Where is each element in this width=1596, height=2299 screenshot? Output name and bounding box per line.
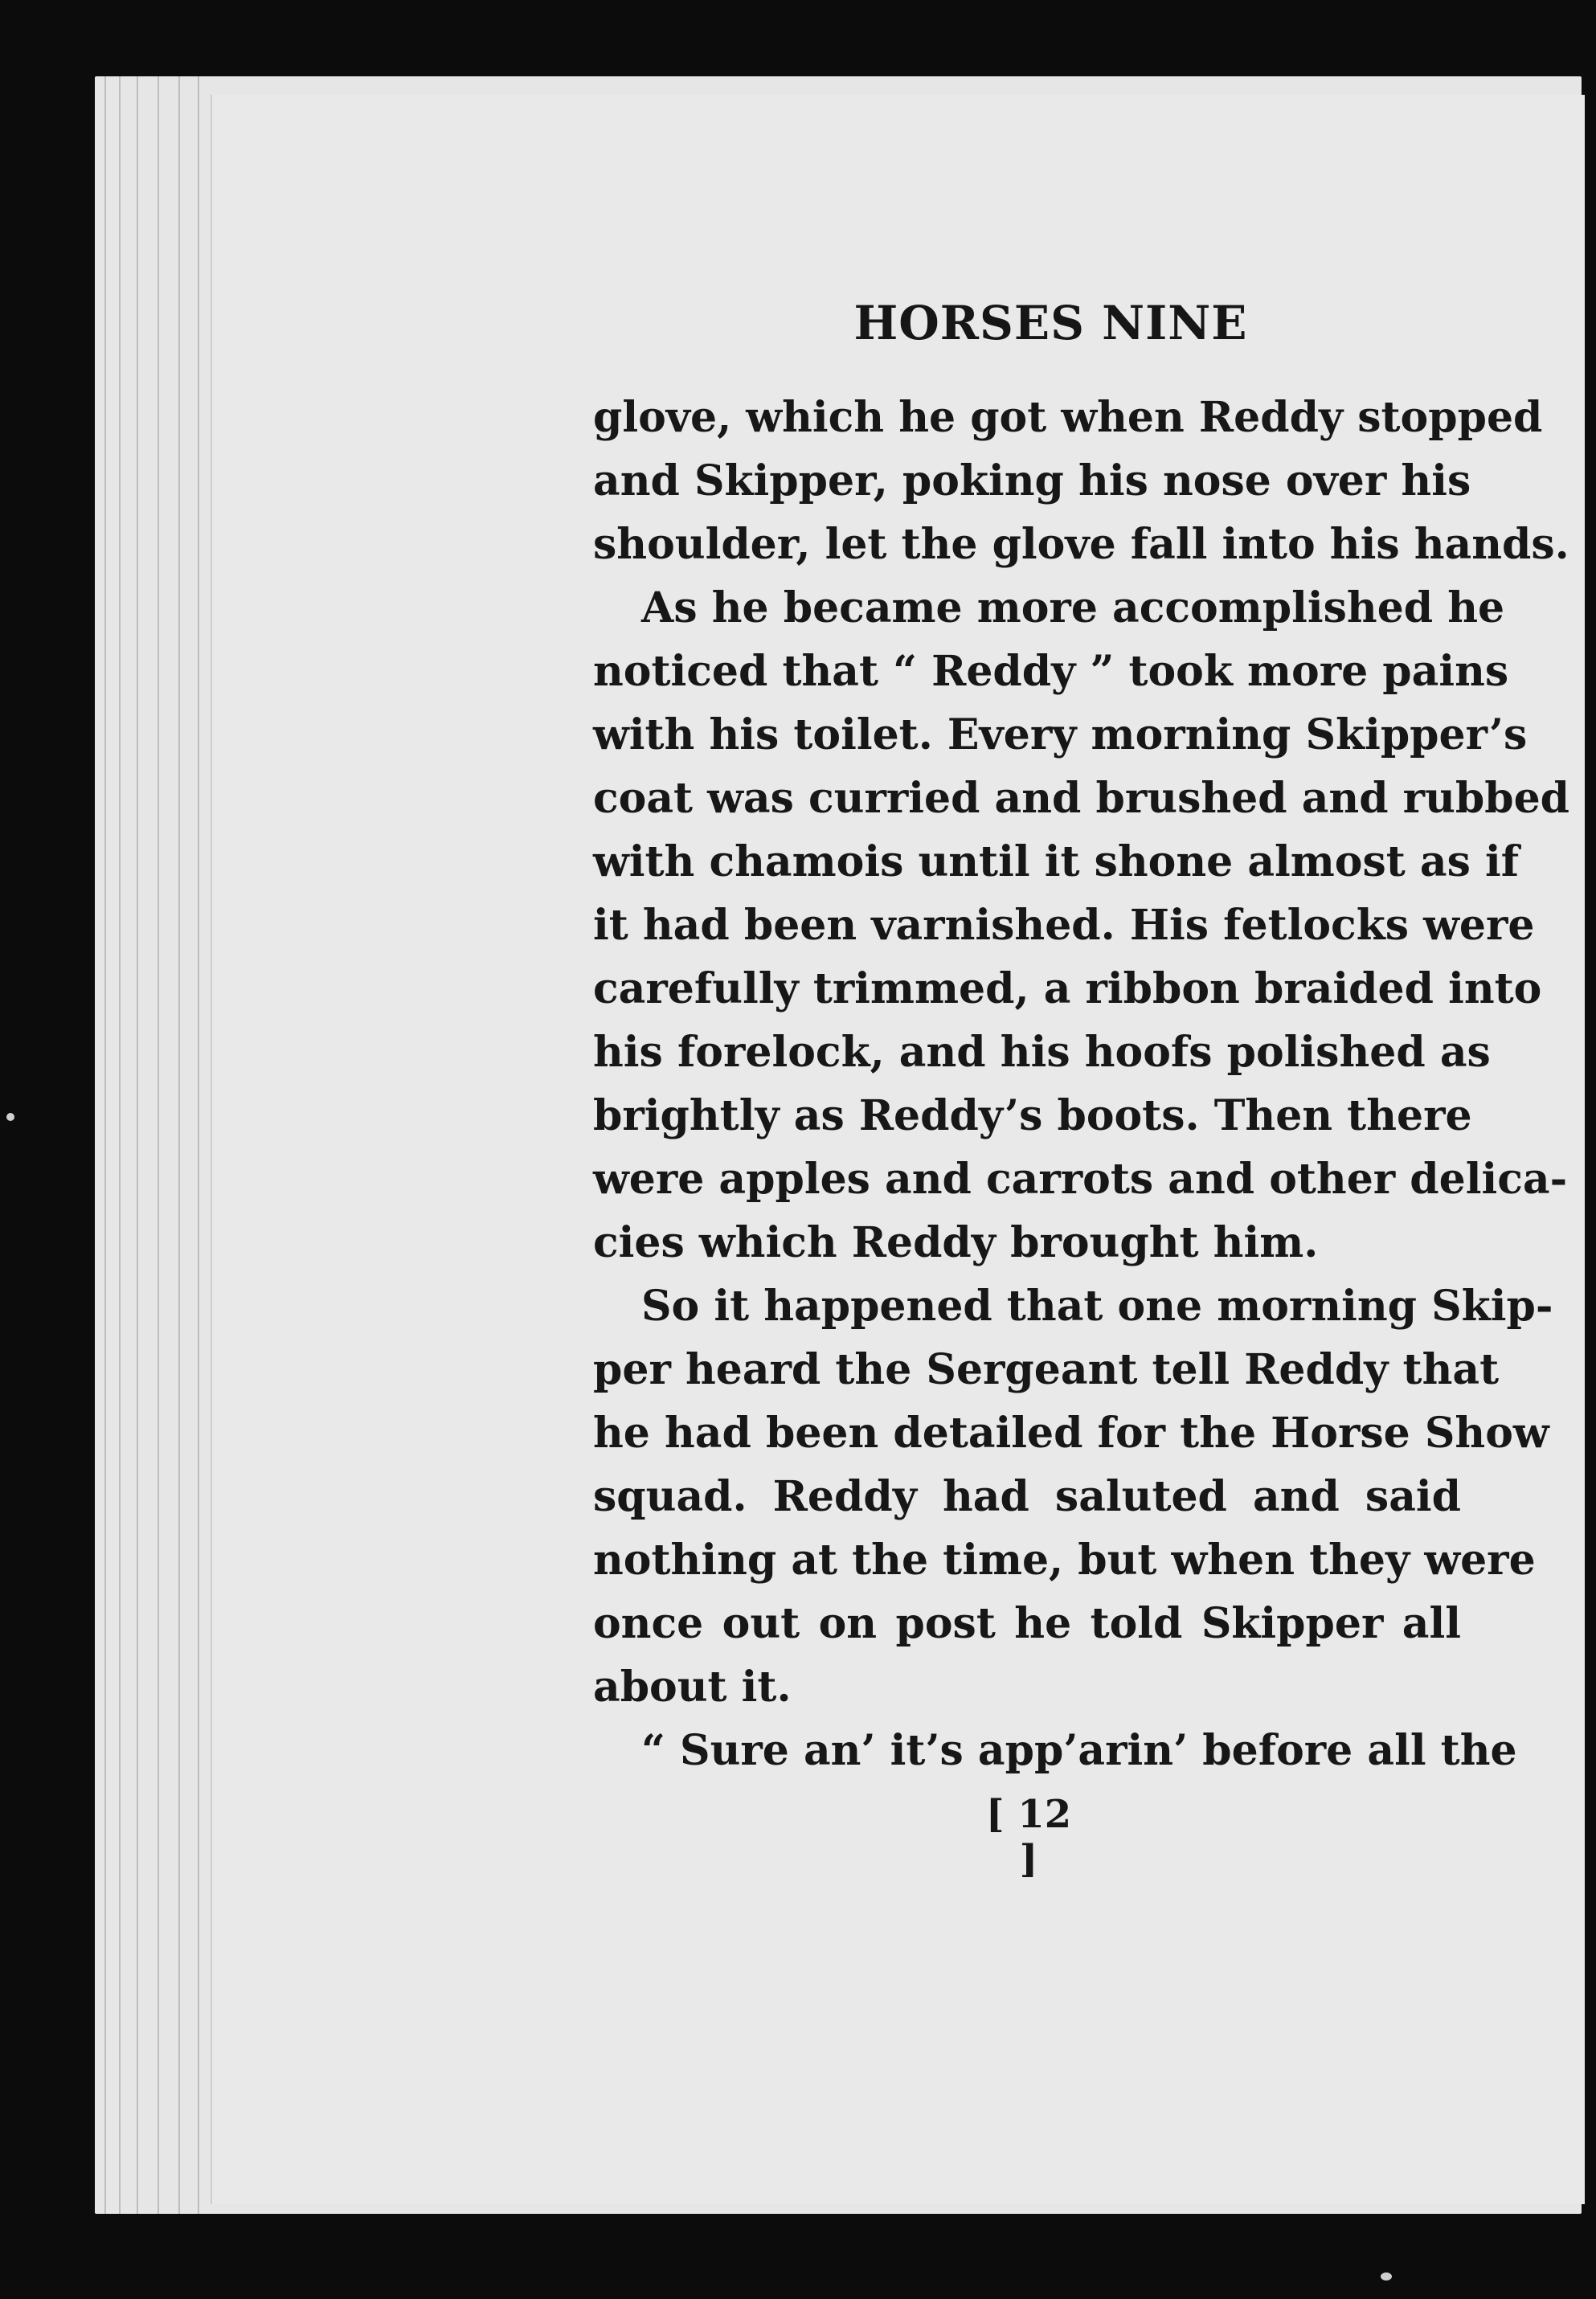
page-edge-line <box>137 76 138 2214</box>
film-speck <box>6 1113 14 1121</box>
text-line: his forelock, and his hoofs polished as <box>593 1028 1491 1077</box>
text-line: glove, which he got when Reddy stopped <box>593 393 1543 442</box>
text-line: and Skipper, poking his nose over his <box>593 456 1471 505</box>
text-line: he had been detailed for the Horse Show <box>593 1409 1549 1458</box>
page-edge-line <box>119 76 121 2214</box>
text-line: cies which Reddy brought him. <box>593 1218 1319 1267</box>
text-line: coat was curried and brushed and rubbed <box>593 774 1570 823</box>
text-line: with his toilet. Every morning Skipper’s <box>593 710 1528 759</box>
text-line: once out on post he told Skipper all <box>593 1599 1461 1648</box>
text-line: “ Sure an’ it’s app’arin’ before all the <box>641 1726 1517 1775</box>
text-line: it had been varnished. His fetlocks were <box>593 901 1535 950</box>
text-line: shoulder, let the glove fall into his hands. <box>593 520 1569 569</box>
text-line: squad. Reddy had saluted and said <box>593 1472 1461 1521</box>
film-speck <box>1381 2272 1392 2281</box>
text-line: were apples and carrots and other delica- <box>593 1155 1568 1204</box>
text-line: about it. <box>593 1663 792 1712</box>
page-edge-line <box>198 76 199 2214</box>
text-line: So it happened that one morning Skip- <box>641 1282 1553 1331</box>
text-line: nothing at the time, but when they were <box>593 1536 1536 1585</box>
page-edge-line <box>104 76 106 2214</box>
text-line: As he became more accomplished he <box>641 583 1505 632</box>
text-line: noticed that “ Reddy ” took more pains <box>593 647 1509 696</box>
text-line: carefully trimmed, a ribbon braided into <box>593 964 1542 1013</box>
page-edge-line <box>158 76 159 2214</box>
running-header: HORSES NINE <box>853 296 1248 350</box>
body-text <box>593 386 1570 1782</box>
text-line: per heard the Sergeant tell Reddy that <box>593 1345 1500 1394</box>
page-edge-line <box>178 76 180 2214</box>
page-number: [ 12 ] <box>985 1792 1072 1882</box>
text-line: brightly as Reddy’s boots. Then there <box>593 1091 1472 1140</box>
text-line: with chamois until it shone almost as if <box>593 837 1520 886</box>
